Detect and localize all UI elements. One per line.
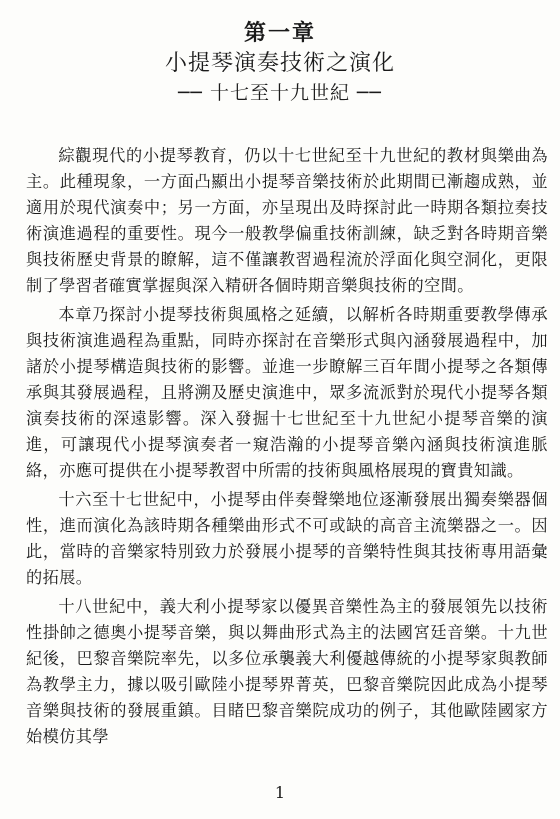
page-number: 1 — [274, 783, 286, 802]
paragraph-1: 綜觀現代的小提琴教育，仍以十七世紀至十九世紀的教材與樂曲為主。此種現象，一方面凸顯出小提琴音樂技術於此期間已漸趨成熟，並適用於現代演奏中；另一方面，亦呈現出及時探討此一時期各類拉奏技術演進過程的重要性。現今一般教學偏重技術訓練，缺乏對各時期音樂與技術歷史背景的瞭解，這不僅讓教習過程流於浮面化與空洞化，更限制了學習者確實掌握與深入精研各個時期音樂與技術的空間。 — [26, 146, 548, 295]
paragraph-2: 本章乃探討小提琴技術與風格之延續，以解析各時期重要教學傳承與技術演進過程為重點，同時亦探討在音樂形式與內涵發展過程中，加諸於小提琴構造與技術的影響。並進一步瞭解三百年間小提琴之各類傳承與其發展過程，且將溯及歷史演進中，眾多流派對於現代小提琴各類演奏技術的深遠影響。深入發掘十七世紀至十九世紀小提琴音樂的演進，可讓現代小提琴演奏者一窺浩瀚的小提琴音樂內涵與技術演進脈絡，亦應可提供在小提琴教習中所需的技術與風格展現的寶貴知識。 — [26, 305, 548, 480]
chapter-title: 小提琴演奏技術之演化 — [164, 51, 395, 76]
chapter-heading: 第一章 — [243, 20, 316, 46]
paragraph-3: 十六至十七世紀中，小提琴由伴奏聲樂地位逐漸發展出獨奏樂器個性，進而演化為該時期各種樂曲形式不可或缺的高音主流樂器之一。因此，當時的音樂家特別致力於發展小提琴的音樂特性與其技術專用語彙的拓展。 — [26, 490, 548, 587]
chapter-subtitle: ── 十七至十九世紀 ── — [178, 82, 382, 104]
body-text — [26, 143, 548, 750]
paragraph-4: 十八世紀中，義大利小提琴家以優異音樂性為主的發展領先以技術性掛帥之德奧小提琴音樂，與以舞曲形式為主的法國宮廷音樂。十九世紀後，巴黎音樂院率先，以多位承襲義大利優越傳統的小提琴家與教師為教學主力，據以吸引歐陸小提琴界菁英，巴黎音樂院因此成為小提琴音樂與技術的發展重鎮。目睹巴黎音樂院成功的例子，其他歐陸國家方始模仿其學 — [26, 597, 548, 746]
